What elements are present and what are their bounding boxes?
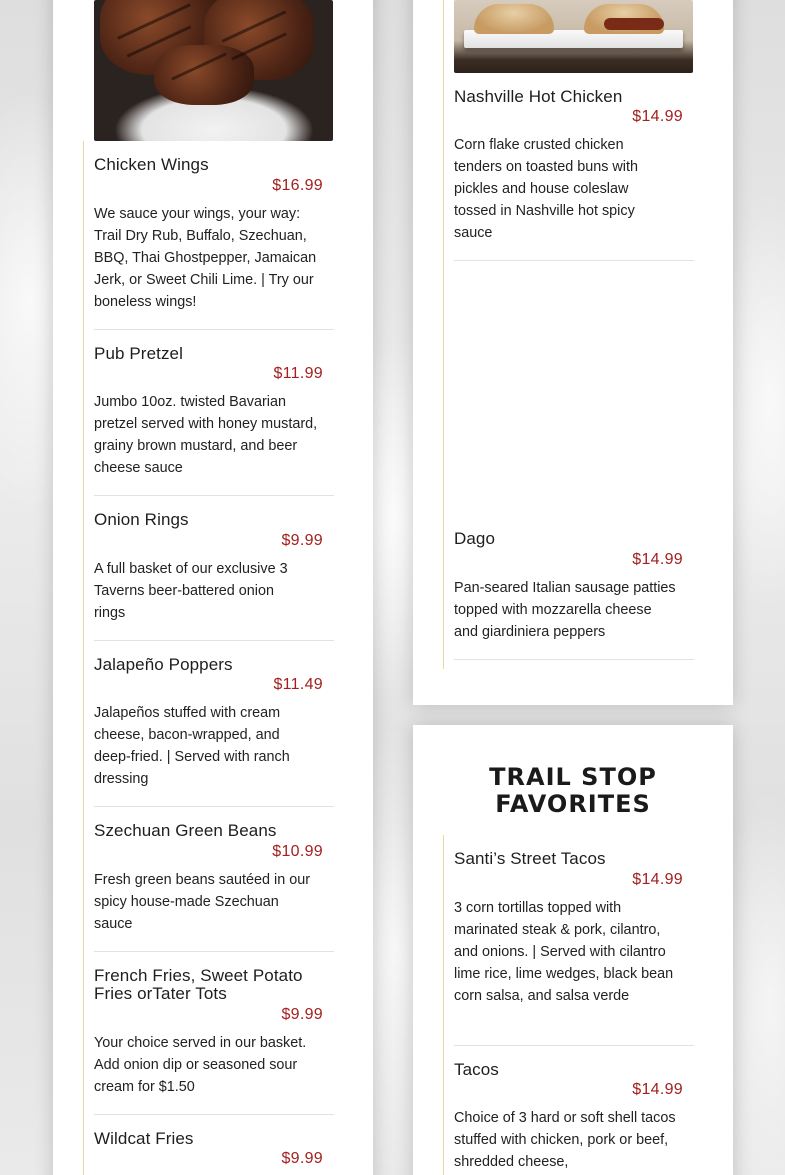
item-price: $14.99	[632, 871, 683, 888]
item-divider	[454, 260, 694, 261]
menu-item-pub-pretzel[interactable]	[94, 345, 323, 485]
menu-item-szechuan-green-beans[interactable]	[94, 822, 323, 942]
item-divider	[454, 659, 694, 660]
item-price: $9.99	[281, 1150, 323, 1167]
item-divider	[94, 329, 334, 330]
section-title-line-1: TRAIL STOP	[489, 763, 657, 791]
item-name: Nashville Hot Chicken	[454, 87, 623, 106]
item-name: Pub Pretzel	[94, 344, 183, 363]
menu-item-chicken-wings[interactable]	[94, 156, 323, 316]
item-name: Santi’s Street Tacos	[454, 849, 606, 868]
menu-item-tacos[interactable]	[454, 1061, 683, 1175]
section-title-trail-stop	[413, 764, 733, 818]
item-divider	[454, 1045, 694, 1046]
section-title-line-2: FAVORITES	[495, 790, 651, 818]
item-divider	[94, 640, 334, 641]
item-description: Jumbo 10oz. twisted Bavarian pretzel served with honey mustard, grainy brown mustard, and beer cheese sauce	[94, 394, 318, 476]
item-price: $14.99	[632, 108, 683, 125]
item-name: Dago	[454, 529, 496, 548]
item-divider	[94, 1114, 334, 1115]
item-divider	[94, 806, 334, 807]
item-description: Your choice served in our basket. Add onion dip or seasoned sour cream for $1.50	[94, 1035, 307, 1095]
chicken-wings-photo[interactable]	[94, 0, 333, 141]
trail-rail-divider	[443, 835, 444, 1175]
item-name: Chicken Wings	[94, 155, 209, 174]
menu-item-wildcat-fries[interactable]	[94, 1130, 323, 1175]
item-price: $10.99	[272, 843, 323, 860]
item-divider	[94, 495, 334, 496]
item-description: Jalapeños stuffed with cream cheese, bacon-wrapped, and deep-fried. | Served with ranch dressing	[94, 705, 290, 787]
item-name: Onion Rings	[94, 510, 189, 529]
item-price: $9.99	[281, 532, 323, 549]
item-price: $11.49	[273, 676, 323, 693]
item-divider	[94, 951, 334, 952]
item-description: We sauce your wings, your way: Trail Dry Rub, Buffalo, Szechuan, BBQ, Thai Ghostpepper, Jamaican Jerk, or Sweet Chili Lime. | Try our boneless wings!	[94, 206, 317, 310]
item-name: Tacos	[454, 1060, 499, 1079]
item-name: Wildcat Fries	[94, 1129, 194, 1148]
item-description: A full basket of our exclusive 3 Taverns beer-battered onion rings	[94, 561, 288, 621]
item-price: $16.99	[272, 177, 323, 194]
sliders-photo[interactable]	[454, 0, 693, 73]
item-price: $11.99	[273, 365, 323, 382]
menu-item-dago[interactable]	[454, 530, 683, 650]
menu-item-onion-rings[interactable]	[94, 511, 323, 631]
item-description: Fresh green beans sautéed in our spicy house-made Szechuan sauce	[94, 872, 311, 932]
menu-item-nashville-hot-chicken[interactable]	[454, 88, 683, 248]
item-name: Jalapeño Poppers	[94, 655, 233, 674]
item-price: $9.99	[281, 1006, 323, 1023]
menu-item-jalapeno-poppers[interactable]	[94, 656, 323, 801]
item-price: $14.99	[632, 551, 683, 568]
menu-item-fries[interactable]	[94, 967, 323, 1102]
item-description: Corn flake crusted chicken tenders on toasted buns with pickles and house coleslaw tossed in Nashville hot spicy sauce	[454, 137, 639, 241]
item-price: $14.99	[632, 1081, 683, 1098]
item-description: Choice of 3 hard or soft shell tacos stuffed with chicken, pork or beef, shredded cheese,	[454, 1110, 676, 1170]
item-name: French Fries, Sweet Potato Fries orTater Tots	[94, 966, 303, 1003]
right-rail-divider	[443, 0, 444, 669]
item-name: Szechuan Green Beans	[94, 821, 277, 840]
left-rail-divider	[83, 141, 84, 1175]
menu-item-santis-street-tacos[interactable]	[454, 850, 683, 1030]
item-description: Pan-seared Italian sausage patties topped with mozzarella cheese and giardiniera peppers	[454, 580, 676, 640]
item-description: 3 corn tortillas topped with marinated steak & pork, cilantro, and onions. | Served with cilantro lime rice, lime wedges, black bean corn salsa, and salsa verde	[454, 900, 674, 1004]
